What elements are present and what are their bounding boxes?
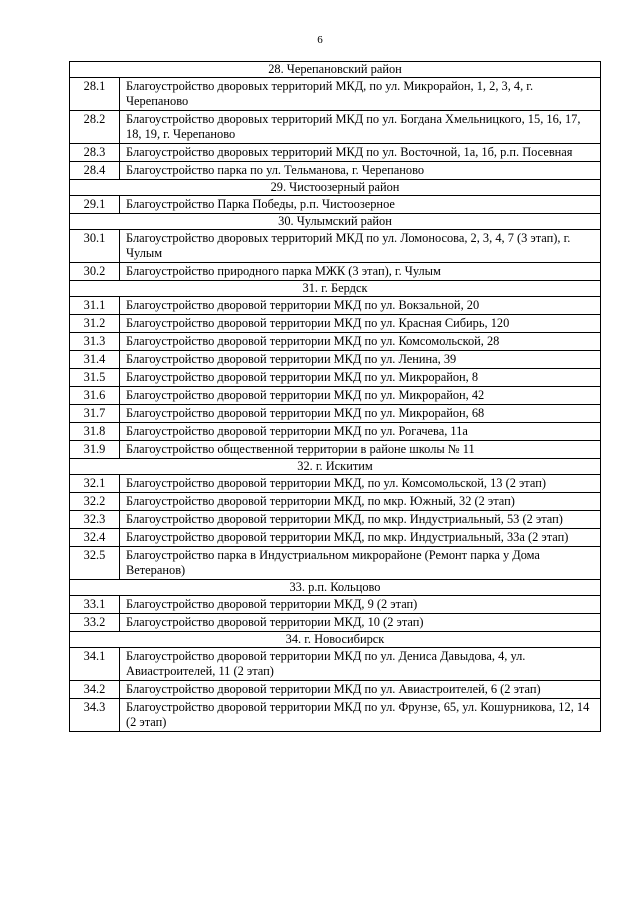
item-number: 32.2 <box>70 493 120 511</box>
item-number: 31.6 <box>70 387 120 405</box>
item-number: 31.1 <box>70 297 120 315</box>
table-row <box>70 529 601 547</box>
item-description: Благоустройство дворовой территории МКД по ул. Микрорайон, 42 <box>120 387 601 405</box>
item-description: Благоустройство дворовых территорий МКД по ул. Ломоносова, 2, 3, 4, 7 (3 этап), г. Чулым <box>120 230 601 263</box>
table-row <box>70 596 601 614</box>
item-description: Благоустройство дворовой территории МКД, 10 (2 этап) <box>120 614 601 632</box>
table-row <box>70 333 601 351</box>
item-number: 29.1 <box>70 196 120 214</box>
item-number: 28.4 <box>70 162 120 180</box>
item-number: 34.1 <box>70 648 120 681</box>
table-row <box>70 648 601 681</box>
section-title: 29. Чистоозерный район <box>70 180 601 196</box>
item-number: 32.3 <box>70 511 120 529</box>
item-description: Благоустройство дворовой территории МКД по ул. Авиастроителей, 6 (2 этап) <box>120 681 601 699</box>
item-number: 31.9 <box>70 441 120 459</box>
table-row <box>70 162 601 180</box>
item-number: 34.2 <box>70 681 120 699</box>
item-description: Благоустройство дворовой территории МКД, по мкр. Индустриальный, 33а (2 этап) <box>120 529 601 547</box>
item-description: Благоустройство дворовой территории МКД, 9 (2 этап) <box>120 596 601 614</box>
item-description: Благоустройство Парка Победы, р.п. Чистоозерное <box>120 196 601 214</box>
table-row <box>70 614 601 632</box>
section-title: 32. г. Искитим <box>70 459 601 475</box>
item-description: Благоустройство дворовой территории МКД по ул. Дениса Давыдова, 4, ул. Авиастроителей, 11 (2 этап) <box>120 648 601 681</box>
item-number: 33.2 <box>70 614 120 632</box>
section-header-row <box>70 459 601 475</box>
section-title: 34. г. Новосибирск <box>70 632 601 648</box>
section-title: 30. Чулымский район <box>70 214 601 230</box>
item-description: Благоустройство дворовой территории МКД по ул. Комсомольской, 28 <box>120 333 601 351</box>
item-description: Благоустройство дворовой территории МКД по ул. Микрорайон, 68 <box>120 405 601 423</box>
table-row <box>70 441 601 459</box>
table-row <box>70 369 601 387</box>
table-row <box>70 547 601 580</box>
section-title: 28. Черепановский район <box>70 62 601 78</box>
table-row <box>70 511 601 529</box>
section-header-row <box>70 281 601 297</box>
item-number: 31.2 <box>70 315 120 333</box>
item-number: 31.8 <box>70 423 120 441</box>
item-number: 32.5 <box>70 547 120 580</box>
table-row <box>70 78 601 111</box>
table-row <box>70 315 601 333</box>
table-row <box>70 297 601 315</box>
item-description: Благоустройство дворовой территории МКД, по мкр. Южный, 32 (2 этап) <box>120 493 601 511</box>
item-number: 31.7 <box>70 405 120 423</box>
item-description: Благоустройство дворовых территорий МКД, по ул. Микрорайон, 1, 2, 3, 4, г. Черепаново <box>120 78 601 111</box>
page-number: 6 <box>317 34 323 46</box>
section-header-row <box>70 632 601 648</box>
item-number: 32.1 <box>70 475 120 493</box>
table-row <box>70 405 601 423</box>
item-description: Благоустройство природного парка МЖК (3 этап), г. Чулым <box>120 263 601 281</box>
item-description: Благоустройство парка по ул. Тельманова, г. Черепаново <box>120 162 601 180</box>
item-number: 28.2 <box>70 111 120 144</box>
item-number: 31.4 <box>70 351 120 369</box>
item-number: 34.3 <box>70 699 120 732</box>
table-row <box>70 230 601 263</box>
table-row <box>70 475 601 493</box>
table-row <box>70 351 601 369</box>
section-title: 31. г. Бердск <box>70 281 601 297</box>
section-header-row <box>70 580 601 596</box>
item-description: Благоустройство дворовой территории МКД по ул. Ленина, 39 <box>120 351 601 369</box>
item-description: Благоустройство дворовых территорий МКД по ул. Богдана Хмельницкого, 15, 16, 17, 18, 19, г. Черепаново <box>120 111 601 144</box>
section-header-row <box>70 62 601 78</box>
item-description: Благоустройство общественной территории в районе школы № 11 <box>120 441 601 459</box>
table-row <box>70 423 601 441</box>
table-row <box>70 699 601 732</box>
item-description: Благоустройство дворовой территории МКД по ул. Красная Сибирь, 120 <box>120 315 601 333</box>
item-number: 33.1 <box>70 596 120 614</box>
table-row <box>70 387 601 405</box>
section-header-row <box>70 214 601 230</box>
item-number: 31.3 <box>70 333 120 351</box>
item-description: Благоустройство дворовой территории МКД, по ул. Комсомольской, 13 (2 этап) <box>120 475 601 493</box>
table-row <box>70 681 601 699</box>
projects-table <box>69 61 601 732</box>
item-description: Благоустройство дворовой территории МКД по ул. Вокзальной, 20 <box>120 297 601 315</box>
table-row <box>70 493 601 511</box>
item-description: Благоустройство дворовой территории МКД по ул. Микрорайон, 8 <box>120 369 601 387</box>
item-number: 28.1 <box>70 78 120 111</box>
item-description: Благоустройство парка в Индустриальном микрорайоне (Ремонт парка у Дома Ветеранов) <box>120 547 601 580</box>
section-header-row <box>70 180 601 196</box>
item-number: 32.4 <box>70 529 120 547</box>
table-row <box>70 111 601 144</box>
projects-table-body <box>70 62 601 732</box>
item-number: 31.5 <box>70 369 120 387</box>
item-description: Благоустройство дворовой территории МКД по ул. Фрунзе, 65, ул. Кошурникова, 12, 14 (2 этап) <box>120 699 601 732</box>
table-row <box>70 263 601 281</box>
table-row <box>70 144 601 162</box>
table-row <box>70 196 601 214</box>
item-description: Благоустройство дворовой территории МКД по ул. Рогачева, 11а <box>120 423 601 441</box>
item-description: Благоустройство дворовых территорий МКД по ул. Восточной, 1а, 1б, р.п. Посевная <box>120 144 601 162</box>
item-number: 30.2 <box>70 263 120 281</box>
item-number: 30.1 <box>70 230 120 263</box>
section-title: 33. р.п. Кольцово <box>70 580 601 596</box>
item-description: Благоустройство дворовой территории МКД, по мкр. Индустриальный, 53 (2 этап) <box>120 511 601 529</box>
item-number: 28.3 <box>70 144 120 162</box>
